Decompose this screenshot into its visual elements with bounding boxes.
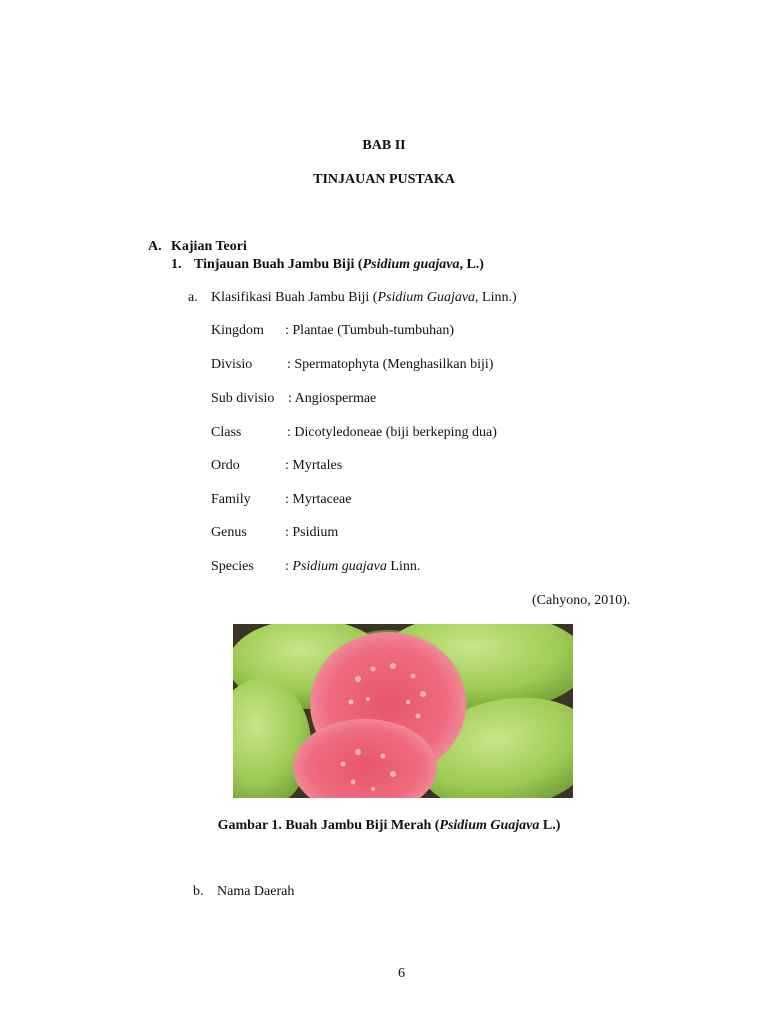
- row-label: Class: [211, 425, 242, 440]
- row-label: Genus: [211, 525, 247, 540]
- row-value: : Psidium: [285, 525, 339, 540]
- item-b-marker: b.: [193, 884, 204, 899]
- item-b-text: Nama Daerah: [217, 884, 295, 899]
- page-number: 6: [398, 966, 405, 981]
- row-value: : Myrtales: [285, 458, 343, 473]
- subsection-title: Tinjauan Buah Jambu Biji (Psidium guajava, L.): [194, 257, 484, 272]
- section-title: Kajian Teori: [171, 239, 247, 254]
- row-value: : Myrtaceae: [285, 492, 352, 507]
- row-label: Kingdom: [211, 323, 264, 338]
- item-a-marker: a.: [188, 290, 198, 305]
- subsection-marker: 1.: [171, 257, 182, 272]
- row-value: : Dicotyledoneae (biji berkeping dua): [287, 425, 497, 440]
- chapter-number: BAB II: [362, 138, 406, 153]
- guava-illustration: [233, 624, 573, 798]
- citation: (Cahyono, 2010).: [532, 593, 631, 608]
- row-label: Ordo: [211, 458, 240, 473]
- row-value: : Plantae (Tumbuh-tumbuhan): [285, 323, 455, 338]
- section-marker: A.: [148, 239, 162, 254]
- row-label: Family: [211, 492, 251, 507]
- row-label: Divisio: [211, 357, 253, 372]
- row-value: : Spermatophyta (Menghasilkan biji): [287, 357, 494, 372]
- row-value: : Angiospermae: [288, 391, 377, 406]
- item-a-text: Klasifikasi Buah Jambu Biji (Psidium Guajava, Linn.): [211, 290, 517, 305]
- row-label: Sub divisio: [211, 391, 275, 406]
- chapter-title: TINJAUAN PUSTAKA: [313, 172, 455, 187]
- figure-caption: Gambar 1. Buah Jambu Biji Merah (Psidium Guajava L.): [217, 818, 561, 833]
- row-label: Species: [211, 559, 254, 574]
- guava-fruit-photo: [233, 624, 573, 798]
- row-value: : Psidium guajava Linn.: [285, 559, 421, 574]
